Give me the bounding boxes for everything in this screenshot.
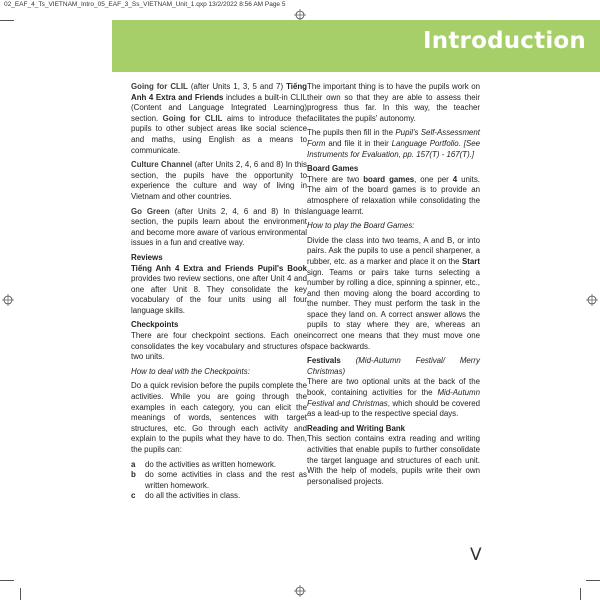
checkpoints-paragraph bbox=[131, 320, 307, 362]
registration-mark-icon bbox=[586, 294, 598, 306]
reviews-book-title: Tiếng Anh 4 Extra and Friends Pupil's Book bbox=[131, 263, 307, 273]
bank-paragraph: Reading and Writing Bank This section contains extra reading and writing activities that enable pupils to further consolidate the target language and structures of each unit. With the help of models, pupils write their own personalised projects. bbox=[307, 423, 480, 486]
checkpoints-howto: How to deal with the Checkpoints: bbox=[131, 366, 250, 376]
clil-text-2: aims to introduce the pupils to other subject areas like social science and maths, using English as a means to communicate. bbox=[131, 113, 307, 155]
page-number: V bbox=[470, 545, 482, 565]
culture-text: (after Units 2, 4, 6 and 8) In this section, the pupils have the opportunity to experience the culture and way of living in Vietnam and other countries. bbox=[131, 160, 307, 201]
language-portfolio: Language Portfolio. [See Instruments for Evaluation, pp. 157(T) - 167(T).] bbox=[307, 138, 480, 159]
print-slug: 02_EAF_4_Ts_VIETNAM_Intro_05_EAF_3_Ss_VIETNAM_Unit_1.qxp 13/2/2022 8:56 AM Page 5 bbox=[4, 1, 286, 8]
boardgames-paragraph: Board Games There are two board games, one per 4 units. The aim of the board games is to provide an atmosphere of relaxation while consolidating the language learnt. bbox=[307, 164, 480, 216]
clil-heading: Going for CLIL bbox=[131, 82, 188, 91]
clil-heading-note: (after Units 1, 3, 5 and 7) bbox=[187, 82, 287, 91]
checkpoints-heading: Checkpoints bbox=[131, 320, 179, 330]
green-paragraph bbox=[131, 207, 307, 249]
reviews-text: provides two review sections, one after Unit 4 and one after Unit 8. They consolidate the key vocabulary of the four units using all four language skills. bbox=[131, 274, 307, 315]
green-text: (after Units 2, 4, 6 and 8) In this section, the pupils learn about the environment and become more aware of various environmental issues in a fun and creative way. bbox=[131, 206, 307, 248]
reviews-paragraph bbox=[131, 253, 307, 317]
clil-heading-inline: Going for CLIL bbox=[162, 113, 223, 123]
reviews-heading: Reviews bbox=[131, 252, 163, 262]
header-banner bbox=[112, 20, 600, 72]
culture-heading: Culture Channel bbox=[131, 160, 193, 170]
list-item: c do all the activities in class. bbox=[131, 491, 241, 501]
boardgames-howto: How to play the Board Games: bbox=[307, 221, 415, 231]
bank-heading: Reading and Writing Bank bbox=[307, 423, 406, 433]
culture-paragraph bbox=[131, 160, 307, 202]
right-column bbox=[307, 82, 480, 491]
clil-book-title: Tiếng Anh 4 Extra and Friends bbox=[131, 82, 307, 102]
festivals-paragraph: Festivals (Mid-Autumn Festival/ Merry Christmas) There are two optional units at the back of the book, containing activities for the Mid-Autumn Festival and Christmas, which should be covered as a lead-up to the respective special days. bbox=[307, 356, 480, 419]
crop-mark bbox=[586, 580, 600, 581]
crop-mark bbox=[20, 588, 21, 600]
portfolio-paragraph: The pupils then fill in the Pupil's Self-Assessment Form and file it in their Language Portfolio. [See Instruments for Evaluation, pp. 157(T) - 167(T).] bbox=[307, 128, 480, 159]
crop-mark bbox=[0, 580, 14, 581]
crop-mark bbox=[580, 588, 581, 600]
clil-paragraph bbox=[131, 82, 307, 156]
checkpoints-instructions: Do a quick revision before the pupils complete the activities. While you are going through the examples in each category, you can elicit the meanings of words, sentences with target structures, etc. Go through each activity and explain to the pupils what they have to do. Then, the pupils can: bbox=[131, 381, 307, 454]
registration-mark-icon bbox=[294, 585, 306, 597]
left-column bbox=[131, 82, 307, 506]
play-instructions: Divide the class into two teams, A and B, or into pairs. Ask the pupils to use a pencil sharpener, a rubber, etc. as a marker and place it on the Start sign. Teams or pairs take turns selecting a number by rolling a dice, spinning a spinner, etc., and then moving along the board according to the number. They must perform the task in the space they land on. A correct answer allows the pupils to stay where they are, whereas an incorrect one means that they must move one space backwards. bbox=[307, 235, 480, 351]
clil-text: includes a built-in CLIL (Content and Language Integrated Learning) section. bbox=[131, 92, 307, 123]
important-paragraph: The important thing is to have the pupils work on their own so that they are able to assess their progress thus far. In this way, the teacher facilitates the pupils' autonomy. bbox=[307, 82, 480, 123]
list-item: b do some activities in class and the rest as written homework. bbox=[131, 470, 307, 490]
page-title: Introduction bbox=[423, 28, 586, 54]
registration-mark-icon bbox=[2, 294, 14, 306]
festivals-heading: Festivals bbox=[307, 356, 341, 366]
checkpoints-text: There are four checkpoint sections. Each one consolidates the key vocabulary and structures of two units. bbox=[131, 331, 307, 362]
green-heading: Go Green bbox=[131, 206, 170, 216]
self-assessment-form: Pupil's Self-Assessment Form bbox=[307, 128, 480, 148]
list-item: a do the activities as written homework. bbox=[131, 459, 277, 469]
checkpoints-list bbox=[131, 460, 307, 502]
crop-mark bbox=[0, 20, 14, 21]
boardgames-heading: Board Games bbox=[307, 164, 359, 174]
